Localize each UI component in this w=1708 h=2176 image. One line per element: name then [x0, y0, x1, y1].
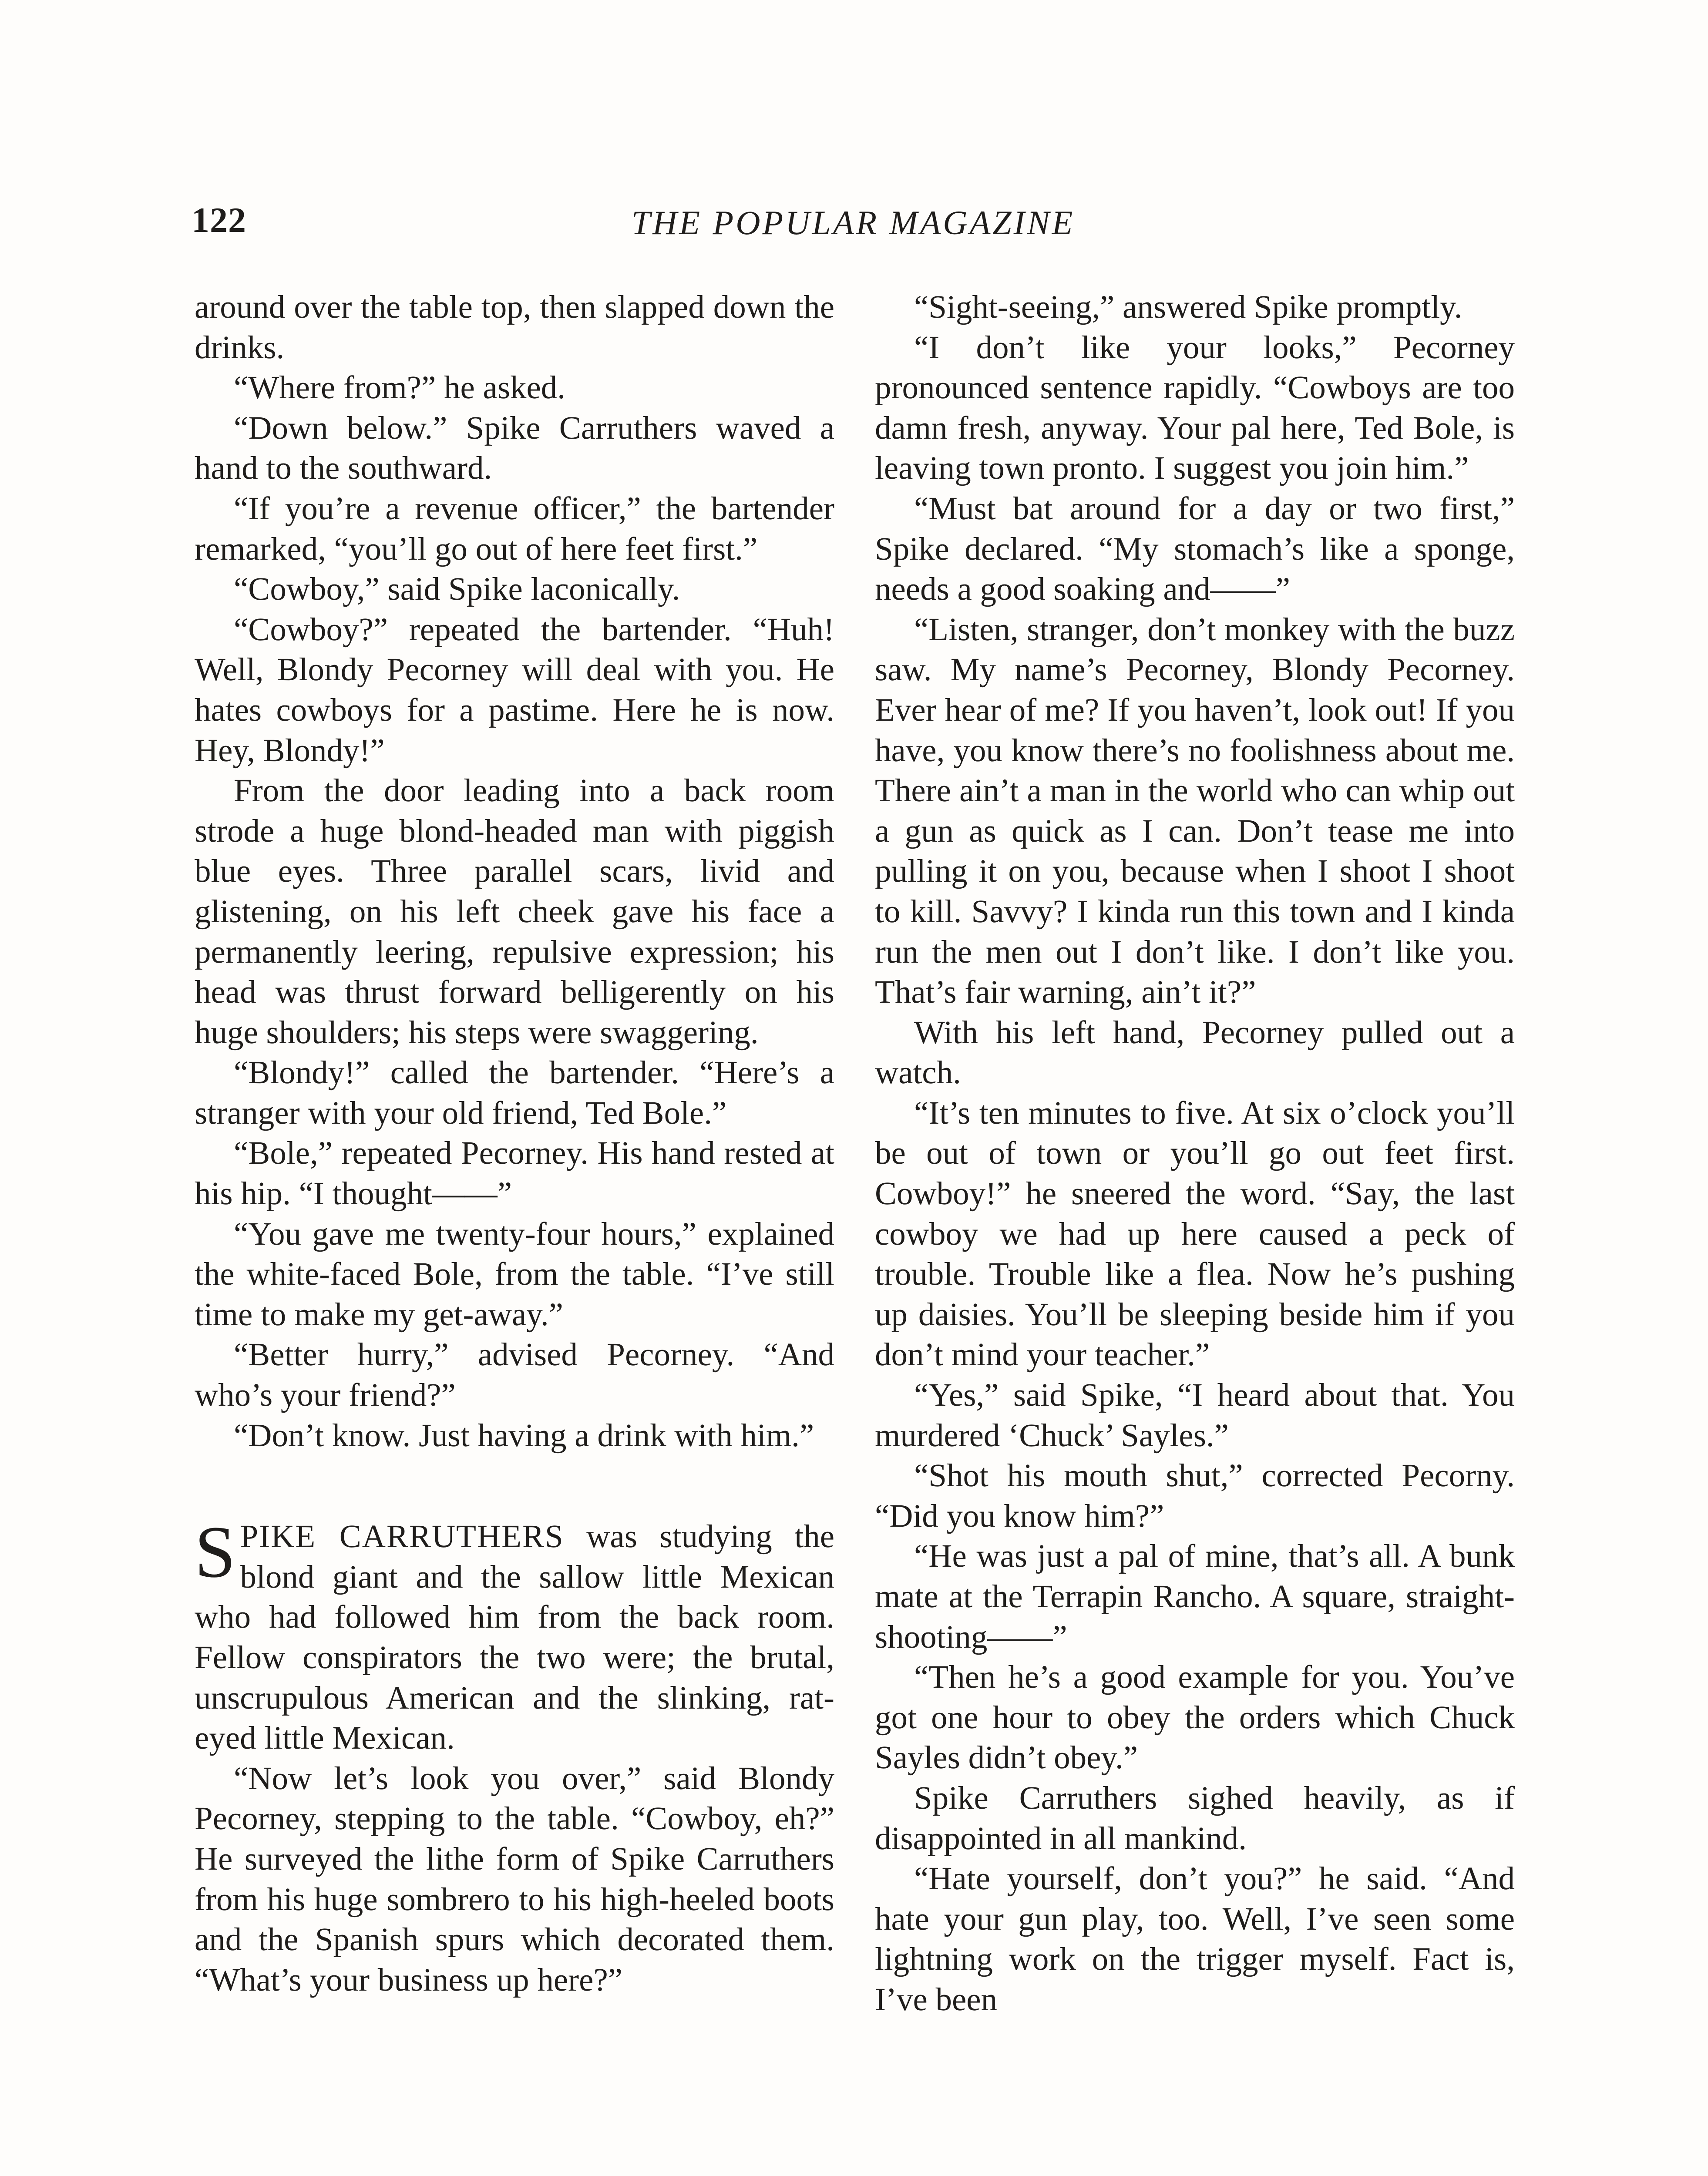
paragraph: From the door leading into a back room strode a huge blond-headed man with piggish blue eyes. Three parallel scars, livid and glistening, on his left cheek gave his face a permanently leering, repulsive expression; his head was thrust forward belligerently on his huge shoulders; his steps were swaggering. — [195, 772, 834, 1051]
paragraph: “He was just a pal of mine, that’s all. A bunk mate at the Terrapin Rancho. A square, straight-shooting——” — [875, 1538, 1515, 1655]
paragraph: “Down below.” Spike Carruthers waved a hand to the southward. — [195, 410, 834, 487]
paragraph: “I don’t like your looks,” Pecorney pronounced sentence rapidly. “Cowboys are too damn fresh, anyway. Your pal here, Ted Bole, is leaving town pronto. I suggest you join him.” — [875, 329, 1515, 487]
paragraph: “Cowboy?” repeated the bartender. “Huh! Well, Blondy Pecorney will deal with you. He hates cowboys for a pastime. Here he is now. Hey, Blondy!” — [195, 611, 834, 769]
right-column — [875, 287, 1515, 2020]
section-opening-paragraph — [195, 1511, 834, 1759]
paragraph: With his left hand, Pecorney pulled out a watch. — [875, 1014, 1515, 1091]
paragraph: “Must bat around for a day or two first,” Spike declared. “My stomach’s like a sponge, needs a good soaking and——” — [875, 490, 1515, 608]
paragraph: Spike Carruthers sighed heavily, as if disappointed in all mankind. — [875, 1780, 1515, 1857]
paragraph: “Better hurry,” advised Pecorney. “And who’s your friend?” — [195, 1336, 834, 1414]
paragraph: “Blondy!” called the bartender. “Here’s a stranger with your old friend, Ted Bole.” — [195, 1054, 834, 1131]
left-column — [195, 287, 834, 2000]
paragraph: “If you’re a revenue officer,” the bartender remarked, “you’ll go out of here feet first.” — [195, 490, 834, 567]
paragraph: “Sight-seeing,” answered Spike promptly. — [914, 289, 1463, 325]
paragraph: “You gave me twenty-four hours,” explained the white-faced Bole, from the table. “I’ve still time to make my get-away.” — [195, 1216, 834, 1333]
paragraph: “Don’t know. Just having a drink with him.” — [234, 1417, 814, 1454]
paragraph: “It’s ten minutes to five. At six o’clock you’ll be out of town or you’ll go out feet first. Cowboy!” he sneered the word. “Say, the last cowboy we had up here caused a peck of trouble. Trouble like a flea. Now he’s pushing up daisies. You’ll be sleeping beside him if you don’t mind your teacher.” — [875, 1095, 1515, 1373]
paragraph: “Where from?” he asked. — [234, 369, 566, 406]
paragraph: “Now let’s look you over,” said Blondy Pecorney, stepping to the table. “Cowboy, eh?” He surveyed the lithe form of Spike Carruthers from his huge sombrero to his high-heeled boots and the Spanish spurs which decorated them. “What’s your business up here?” — [195, 1760, 834, 1998]
paragraph: around over the table top, then slapped down the drinks. — [195, 289, 834, 366]
paragraph: “Hate yourself, don’t you?” he said. “And hate your gun play, too. Well, I’ve seen some lightning work on the trigger myself. Fact is, I’ve been — [875, 1860, 1515, 2018]
section-text: was studying the blond giant and the sallow little Mexican who had followed him from the back room. Fellow conspirators the two were; the brutal, unscrupulous American and the slinking, rat-eyed little Mexican. — [195, 1518, 834, 1756]
page-number: 122 — [192, 200, 246, 240]
paragraph: “Bole,” repeated Pecorney. His hand rested at his hip. “I thought——” — [195, 1135, 834, 1212]
paragraph: “Cowboy,” said Spike laconically. — [234, 571, 680, 608]
paragraph: “Listen, stranger, don’t monkey with the buzz saw. My name’s Pecorney, Blondy Pecorney. Ever hear of me? If you haven’t, look out! If you have, you know there’s no foolishness about me. There ain’t a man in the world who can whip out a gun as quick as I can. Don’t tease me into pulling it on you, because when I shoot I shoot to kill. Savvy? I kinda run this town and I kinda run the men out I don’t like. I don’t like you. That’s fair warning, ain’t it?” — [875, 611, 1515, 1011]
paragraph: “Then he’s a good example for you. You’ve got one hour to obey the orders which Chuck Sayles didn’t obey.” — [875, 1659, 1515, 1776]
running-title: THE POPULAR MAGAZINE — [631, 204, 1075, 242]
paragraph: “Shot his mouth shut,” corrected Pecorny. “Did you know him?” — [875, 1457, 1515, 1534]
small-caps-lead: PIKE CARRUTHERS — [240, 1518, 564, 1555]
drop-cap: S — [195, 1511, 236, 1593]
paragraph: “Yes,” said Spike, “I heard about that. You murdered ‘Chuck’ Sayles.” — [875, 1377, 1515, 1454]
